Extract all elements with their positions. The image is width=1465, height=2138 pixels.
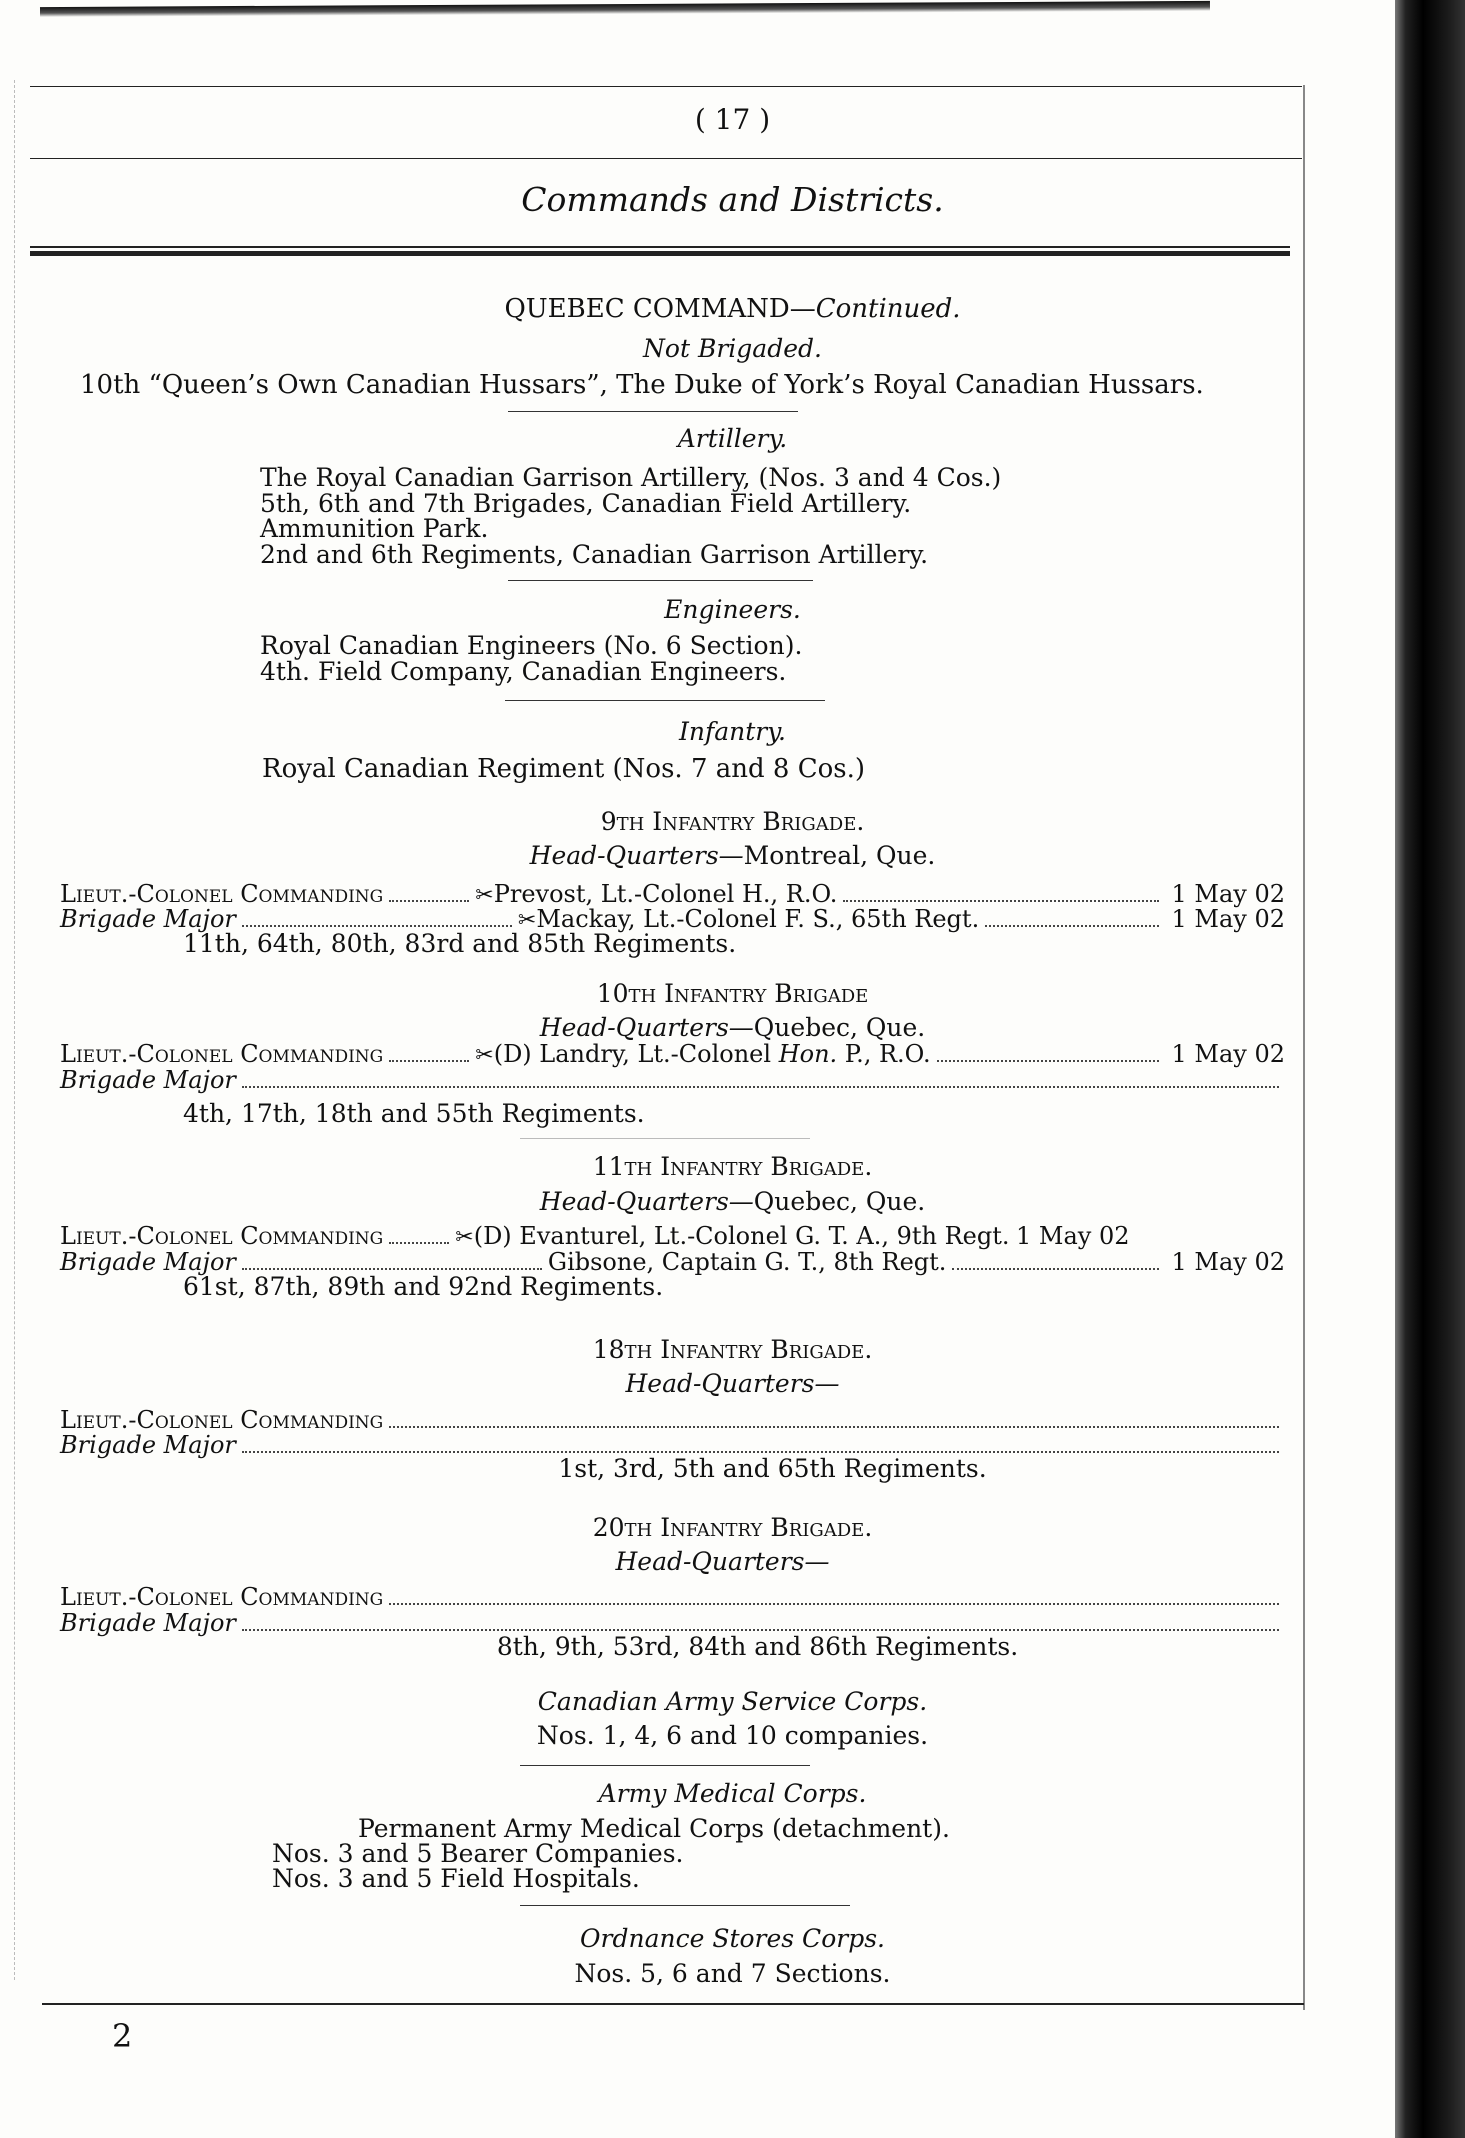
brigade9-lc-date: 1 May 02	[1171, 880, 1285, 908]
brigade10-bm-label: Brigade Major	[60, 1066, 236, 1094]
dot-leader	[389, 882, 469, 902]
divider	[508, 580, 813, 581]
section-title: Commands and Districts.	[521, 180, 944, 219]
artillery-line-1: The Royal Canadian Garrison Artillery, (Nos. 3 and 4 Cos.)	[260, 463, 1002, 492]
brigade9-hq-label: Head-Quarters—	[529, 841, 744, 870]
divider	[520, 1138, 810, 1139]
brigade11-lc-label: Lieut.-Colonel Commanding	[60, 1222, 384, 1250]
brigade9-bm-row	[60, 905, 1285, 932]
dot-leader	[242, 1068, 1279, 1088]
scissors-icon: ✂	[455, 1225, 474, 1250]
dot-leader	[843, 882, 1159, 902]
brigade9-hq-place: Montreal, Que.	[743, 841, 936, 870]
medical-corps-heading: Army Medical Corps.	[598, 1779, 867, 1808]
brigade10-regiments: 4th, 17th, 18th and 55th Regiments.	[183, 1099, 645, 1128]
service-corps-line: Nos. 1, 4, 6 and 10 companies.	[536, 1721, 929, 1750]
brigade20-title: 20th Infantry Brigade.	[592, 1513, 873, 1542]
brigade20-lc-row	[60, 1583, 1285, 1610]
brigade20-bm-label: Brigade Major	[60, 1609, 236, 1637]
brigade9-title: 9th Infantry Brigade.	[600, 807, 865, 836]
brigade10-hq-label: Head-Quarters—	[539, 1013, 754, 1042]
brigade20-regiments: 8th, 9th, 53rd, 84th and 86th Regiments.	[496, 1632, 1019, 1661]
brigade9-lc-name: Prevost, Lt.-Colonel H., R.O.	[493, 880, 838, 908]
brigade10-lc-row	[60, 1040, 1285, 1067]
thick-rule-2	[30, 251, 1290, 256]
brigade10-bm-row	[60, 1066, 1285, 1093]
brigade11-bm-label: Brigade Major	[60, 1248, 236, 1276]
brigade18-hq-label: Head-Quarters—	[625, 1369, 840, 1398]
artillery-line-3: Ammunition Park.	[260, 514, 489, 543]
dot-leader	[985, 907, 1159, 927]
brigade9-bm-name: Mackay, Lt.-Colonel F. S., 65th Regt.	[536, 905, 980, 933]
brigade18-regiments: 1st, 3rd, 5th and 65th Regiments.	[558, 1454, 987, 1483]
scan-shadow-top	[40, 1, 1210, 17]
engineers-line-1: Royal Canadian Engineers (No. 6 Section).	[260, 631, 803, 660]
not-brigaded-heading: Not Brigaded.	[643, 334, 822, 363]
footer-number: 2	[112, 2017, 133, 2055]
brigade18-lc-row	[60, 1406, 1285, 1433]
dot-leader	[952, 1250, 1159, 1270]
brigade11-bm-name: Gibsone, Captain G. T., 8th Regt.	[547, 1248, 947, 1276]
artillery-heading: Artillery.	[677, 424, 788, 453]
dot-leader	[389, 1408, 1279, 1428]
service-corps-heading: Canadian Army Service Corps.	[537, 1687, 928, 1716]
brigade9-regiments: 11th, 64th, 80th, 83rd and 85th Regiments.	[183, 929, 737, 958]
brigade18-lc-label: Lieut.-Colonel Commanding	[60, 1406, 384, 1434]
top-rule	[30, 86, 1302, 87]
medical-line-1: Permanent Army Medical Corps (detachment).	[358, 1814, 950, 1843]
ordnance-line: Nos. 5, 6 and 7 Sections.	[574, 1959, 891, 1988]
brigade20-hq-label: Head-Quarters—	[615, 1547, 830, 1576]
engineers-line-2: 4th. Field Company, Canadian Engineers.	[260, 657, 787, 686]
brigade18-bm-label: Brigade Major	[60, 1431, 236, 1459]
brigade9-lc-row	[60, 880, 1285, 907]
dot-leader	[242, 1433, 1279, 1453]
dot-leader	[242, 1250, 542, 1270]
divider	[520, 1765, 810, 1766]
header-rule	[30, 158, 1302, 159]
brigade18-title: 18th Infantry Brigade.	[592, 1335, 873, 1364]
artillery-line-2: 5th, 6th and 7th Brigades, Canadian Field Artillery.	[260, 489, 912, 518]
brigade11-lc-date: 1 May 02	[1016, 1222, 1130, 1250]
brigade11-hq	[0, 1188, 1465, 1215]
brigade10-lc-label: Lieut.-Colonel Commanding	[60, 1040, 384, 1068]
scissors-icon: ✂	[517, 908, 537, 933]
brigade11-hq-place: Quebec, Que.	[753, 1187, 926, 1216]
brigade11-regiments: 61st, 87th, 89th and 92nd Regiments.	[183, 1272, 664, 1301]
brigade20-lc-label: Lieut.-Colonel Commanding	[60, 1583, 384, 1611]
ordnance-heading: Ordnance Stores Corps.	[580, 1924, 885, 1953]
brigade11-title: 11th Infantry Brigade.	[592, 1152, 873, 1181]
command-title	[0, 296, 1465, 323]
infantry-heading: Infantry.	[679, 717, 786, 746]
divider	[508, 411, 798, 412]
brigade9-bm-label: Brigade Major	[60, 905, 236, 933]
brigade9-bm-date: 1 May 02	[1171, 905, 1285, 933]
bottom-rule	[42, 2003, 1304, 2005]
engineers-heading: Engineers.	[664, 595, 801, 624]
brigade10-title: 10th Infantry Brigade	[596, 979, 869, 1008]
brigade10-hq-place: Quebec, Que.	[753, 1013, 926, 1042]
thick-rule-1	[30, 246, 1290, 248]
medical-line-2: Nos. 3 and 5 Bearer Companies.	[272, 1839, 684, 1868]
command-continued: Continued.	[815, 294, 961, 324]
dot-leader	[242, 907, 512, 927]
divider	[505, 700, 825, 701]
medical-line-3: Nos. 3 and 5 Field Hospitals.	[272, 1864, 640, 1893]
brigade11-lc-row	[60, 1222, 1285, 1249]
brigade10-hq	[0, 1014, 1465, 1041]
brigade11-hq-label: Head-Quarters—	[539, 1187, 754, 1216]
brigade10-lc-name	[494, 1040, 931, 1068]
infantry-line: Royal Canadian Regiment (Nos. 7 and 8 Cos.)	[262, 754, 866, 784]
page-number: ( 17 )	[694, 103, 771, 136]
brigade10-lc-name-post: P., R.O.	[837, 1040, 931, 1068]
brigade10-lc-name-hon: Hon.	[778, 1040, 838, 1068]
divider	[520, 1905, 850, 1906]
dot-leader	[242, 1611, 1279, 1631]
brigade11-lc-name: (D) Evanturel, Lt.-Colonel G. T. A., 9th Regt.	[473, 1222, 1010, 1250]
scissors-icon: ✂	[475, 883, 494, 908]
scissors-icon: ✂	[475, 1043, 494, 1068]
command-name: QUEBEC COMMAND—	[504, 294, 816, 324]
brigade11-bm-row	[60, 1248, 1285, 1275]
brigade9-hq	[0, 842, 1465, 869]
artillery-line-4: 2nd and 6th Regiments, Canadian Garrison Artillery.	[260, 540, 929, 569]
brigade10-lc-name-pre: (D) Landry, Lt.-Colonel	[493, 1040, 779, 1068]
dot-leader	[389, 1042, 469, 1062]
brigade9-lc-label: Lieut.-Colonel Commanding	[60, 880, 384, 908]
dot-leader	[389, 1585, 1279, 1605]
dot-leader	[937, 1042, 1159, 1062]
dot-leader	[389, 1224, 449, 1244]
not-brigaded-line: 10th “Queen’s Own Canadian Hussars”, The Duke of York’s Royal Canadian Hussars.	[80, 370, 1204, 400]
brigade11-bm-date: 1 May 02	[1171, 1248, 1285, 1276]
brigade10-lc-date: 1 May 02	[1171, 1040, 1285, 1068]
